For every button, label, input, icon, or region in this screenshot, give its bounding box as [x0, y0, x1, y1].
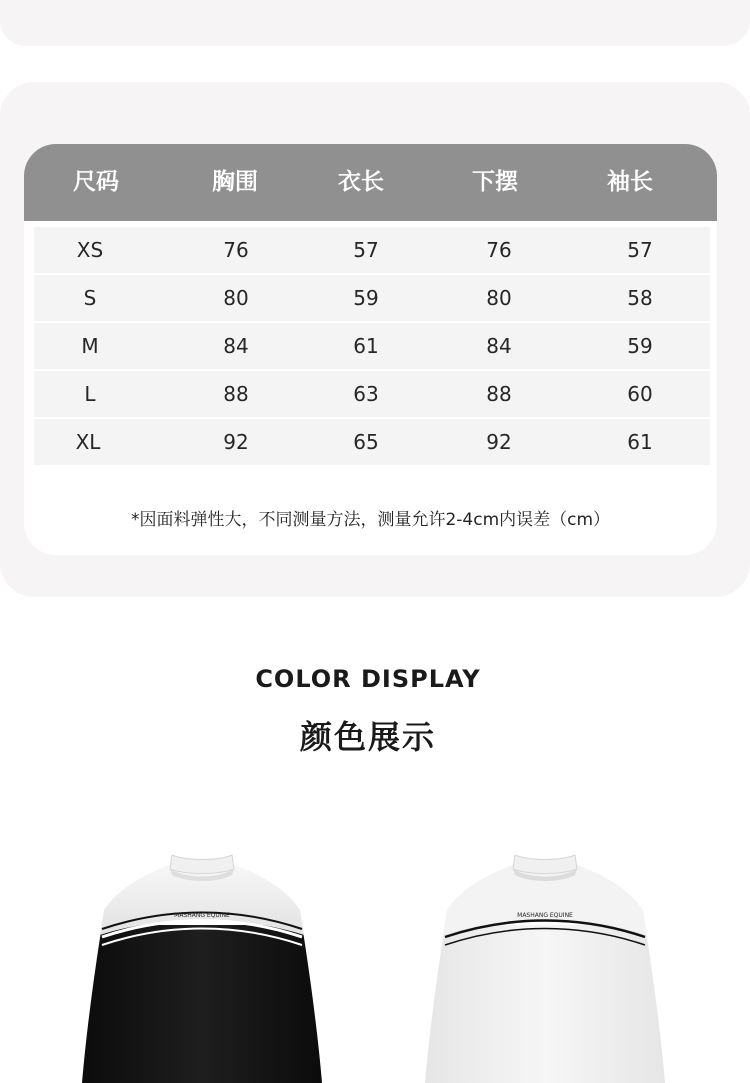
- cell-hem: 84: [486, 334, 512, 358]
- size-chart-card: [24, 144, 717, 555]
- cell-sleeve: 59: [627, 334, 653, 358]
- table-row: [34, 227, 710, 273]
- color-display-title-en: COLOR DISPLAY: [255, 665, 481, 693]
- top-card: [0, 0, 750, 46]
- header-sleeve: 袖长: [607, 169, 653, 195]
- cell-length: 63: [353, 382, 379, 406]
- cell-length: 61: [353, 334, 379, 358]
- cell-chest: 76: [223, 238, 249, 262]
- cell-hem: 80: [486, 286, 512, 310]
- cell-hem: 92: [486, 430, 512, 454]
- cell-chest: 88: [223, 382, 249, 406]
- cell-sleeve: 61: [627, 430, 653, 454]
- brand-print: MASHANG EQUINE: [174, 912, 230, 919]
- cell-size: M: [81, 334, 99, 358]
- cell-size: L: [84, 382, 96, 406]
- table-header: [24, 144, 717, 221]
- cell-length: 59: [353, 286, 379, 310]
- measurement-note: *因面料弹性大，不同测量方法，测量允许2-4cm内误差（cm）: [130, 510, 611, 530]
- product-image-white-shirt: [415, 845, 675, 1083]
- brand-print: MASHANG EQUINE: [517, 912, 573, 919]
- header-chest: 胸围: [212, 169, 258, 195]
- cell-chest: 84: [223, 334, 249, 358]
- cell-sleeve: 57: [627, 238, 653, 262]
- cell-sleeve: 60: [627, 382, 653, 406]
- cell-sleeve: 58: [627, 286, 653, 310]
- color-display-title-cn: 颜色展示: [299, 718, 436, 756]
- table-row: [34, 371, 710, 417]
- cell-size: XS: [76, 238, 104, 262]
- cell-chest: 80: [223, 286, 249, 310]
- cell-hem: 88: [486, 382, 512, 406]
- cell-hem: 76: [486, 238, 512, 262]
- size-chart-panel: [0, 82, 750, 597]
- table-row: [34, 419, 710, 465]
- cell-size: XL: [75, 430, 101, 454]
- header-hem: 下摆: [472, 169, 518, 195]
- cell-length: 65: [353, 430, 379, 454]
- cell-chest: 92: [223, 430, 249, 454]
- product-image-black-shirt: [72, 845, 332, 1083]
- cell-length: 57: [353, 238, 379, 262]
- table-row: [34, 323, 710, 369]
- table-body: [34, 227, 710, 467]
- cell-size: S: [83, 286, 97, 310]
- table-row: [34, 275, 710, 321]
- header-size: 尺码: [73, 169, 119, 195]
- header-length: 衣长: [338, 169, 384, 195]
